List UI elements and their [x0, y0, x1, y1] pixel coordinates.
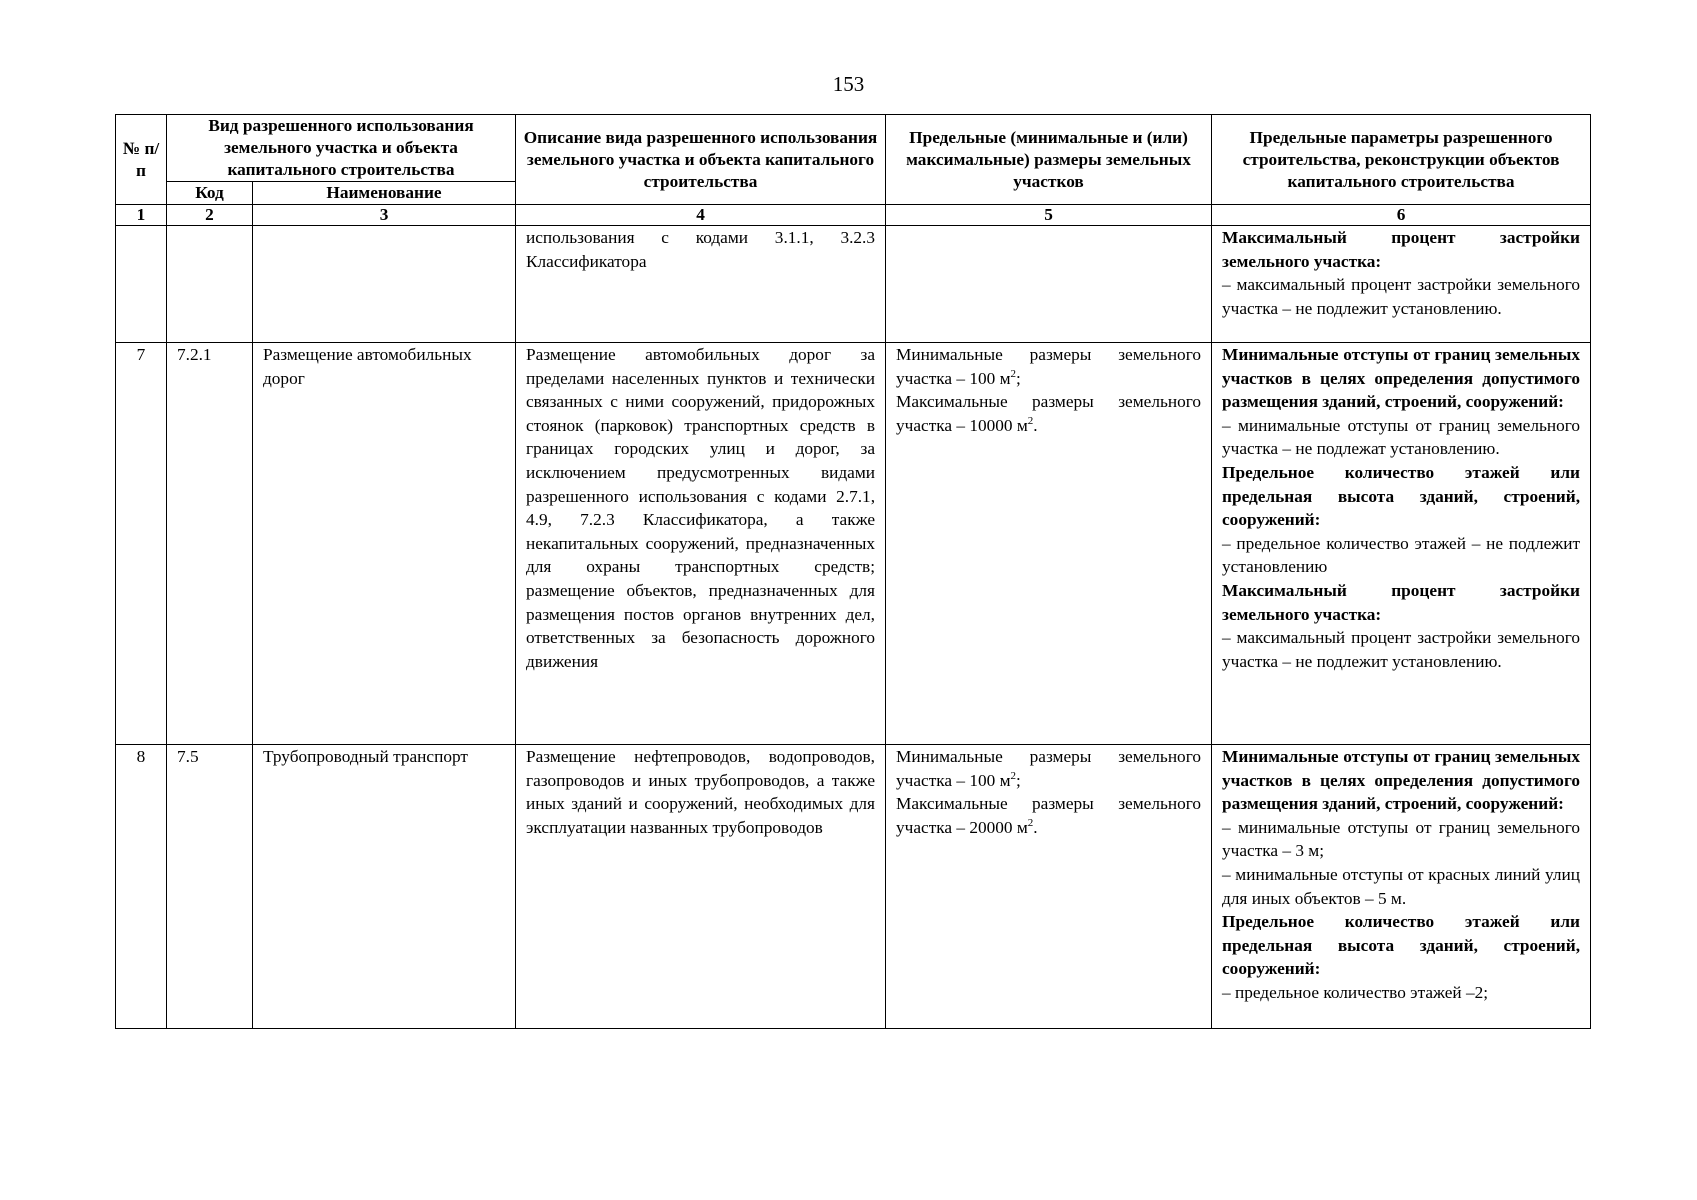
header-description: Описание вида разрешенного использования земельного участка и объекта капитального строительства: [516, 115, 886, 205]
param-value: – минимальные отступы от красных линий улиц для иных объектов – 5 м.: [1222, 864, 1581, 908]
table-row: [116, 343, 1591, 745]
row-code: 7.5: [167, 745, 253, 1029]
header-use-type: Вид разрешенного использования земельного участка и объекта капитального строительства: [167, 115, 516, 182]
param-value: – максимальный процент застройки земельного участка – не подлежит установлению.: [1222, 275, 1581, 318]
row-plot-sizes: [886, 343, 1212, 745]
column-number: 6: [1212, 205, 1591, 226]
plot-size-min: Минимальные размеры земельного участка – 100 $м^2$;: [896, 345, 1202, 388]
row-name: [253, 226, 516, 343]
row-name: Размещение автомобильных дорог: [253, 343, 516, 745]
param-heading: Максимальный процент застройки земельного участка:: [1222, 580, 1581, 624]
row-description: Размещение автомобильных дорог за пределами населенных пунктов и технически связанных с ними сооружений, придорожных стоянок (парковок) транспортных средств в границах городских улиц и дорог, за исключением предусмотренных видами разрешенного использования с кодами 2.7.1, 4.9, 7.2.3 Классификатора, а также некапитальных сооружений, предназначенных для охраны транспортных средств; размещение объектов, предназначенных для размещения постов органов внутренних дел, ответственных за безопасность дорожного движения: [516, 343, 886, 745]
row-plot-sizes: [886, 226, 1212, 343]
column-number: 1: [116, 205, 167, 226]
param-heading: Минимальные отступы от границ земельных участков в целях определения допустимого размещения зданий, строений, сооружений:: [1222, 345, 1581, 412]
row-params: [1212, 745, 1591, 1029]
plot-size-min: Минимальные размеры земельного участка – 100 $м^2$;: [896, 747, 1202, 790]
row-plot-sizes: [886, 745, 1212, 1029]
column-number: 5: [886, 205, 1212, 226]
row-description: использования с кодами 3.1.1, 3.2.3 Классификатора: [516, 226, 886, 343]
header-plot-sizes: Предельные (минимальные и (или) максимальные) размеры земельных участков: [886, 115, 1212, 205]
param-heading: Минимальные отступы от границ земельных участков в целях определения допустимого размещения зданий, строений, сооружений:: [1222, 747, 1581, 814]
table-row: [116, 226, 1591, 343]
column-number: 4: [516, 205, 886, 226]
plot-size-max: Максимальные размеры земельного участка – 10000 $м^2$.: [896, 392, 1202, 435]
row-number: [116, 226, 167, 343]
header-num: № п/п: [116, 115, 167, 205]
param-heading: Предельное количество этажей или предельная высота зданий, строений, сооружений:: [1222, 912, 1581, 979]
header-code: Код: [167, 182, 253, 205]
param-value: – предельное количество этажей –2;: [1222, 982, 1489, 1002]
param-heading: Предельное количество этажей или предельная высота зданий, строений, сооружений:: [1222, 462, 1581, 530]
row-number: 8: [116, 745, 167, 1029]
header-construction-params: Предельные параметры разрешенного строительства, реконструкции объектов капитального строительства: [1212, 115, 1591, 205]
row-code: 7.2.1: [167, 343, 253, 745]
row-name: Трубопроводный транспорт: [253, 745, 516, 1029]
row-code: [167, 226, 253, 343]
regulations-table: [115, 114, 1591, 1029]
param-heading: Максимальный процент застройки земельного участка:: [1222, 228, 1581, 271]
row-description: Размещение нефтепроводов, водопроводов, газопроводов и иных трубопроводов, а также иных зданий и сооружений, необходимых для эксплуатации названных трубопроводов: [516, 745, 886, 1029]
param-value: – минимальные отступы от границ земельного участка – не подлежат установлению.: [1222, 415, 1581, 459]
row-number: 7: [116, 343, 167, 745]
row-params: [1212, 343, 1591, 745]
table-row: [116, 745, 1591, 1029]
plot-size-max: Максимальные размеры земельного участка – 20000 $м^2$.: [896, 794, 1202, 837]
row-params: [1212, 226, 1591, 343]
page-number: 153: [832, 72, 865, 96]
param-value: – максимальный процент застройки земельного участка – не подлежит установлению.: [1222, 628, 1581, 671]
param-value: – минимальные отступы от границ земельного участка – 3 м;: [1222, 817, 1581, 861]
column-number: 2: [167, 205, 253, 226]
header-name: Наименование: [253, 182, 516, 205]
column-number-row: [116, 205, 1591, 226]
param-value: – предельное количество этажей – не подлежит установлению: [1222, 533, 1581, 577]
column-number: 3: [253, 205, 516, 226]
